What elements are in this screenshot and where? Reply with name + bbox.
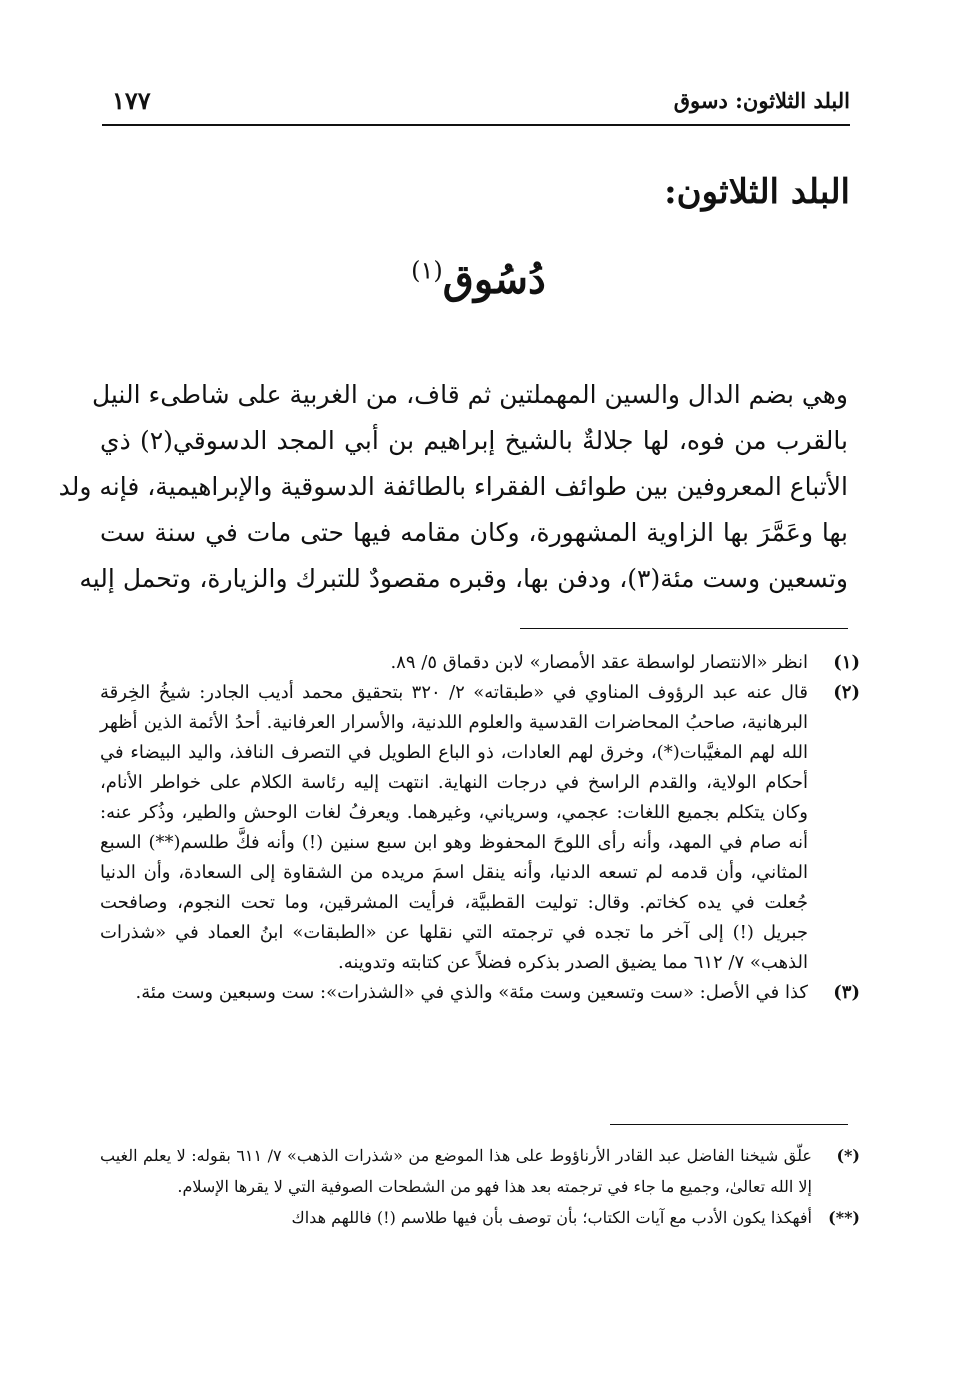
footnote-number: (٣) xyxy=(833,982,860,1003)
footnote-text: انظر «الانتصار لواسطة عقد الأمصار» لابن دقماق ٥/ ٨٩. xyxy=(390,652,808,673)
main-paragraph xyxy=(58,372,848,602)
footnote-number: (٢) xyxy=(833,682,860,703)
footnote xyxy=(100,648,860,678)
chapter-heading: البلد الثلاثون: xyxy=(664,172,850,212)
editor-notes xyxy=(100,1140,860,1233)
footnote-text: كذا في الأصل: «ست وتسعين وست مئة» والذي في «الشذرات»: ست وسبعين وست مئة. xyxy=(135,982,808,1003)
footnote xyxy=(100,978,860,1008)
paragraph-line: الأتباع المعروفين بين طوائف الفقراء بالطائفة الدسوقية والإبراهيمية، فإنه ولد xyxy=(58,472,848,501)
editor-note-mark: (**) xyxy=(828,1208,860,1227)
page-number: ١٧٧ xyxy=(112,86,151,115)
footnote-number: (١) xyxy=(833,652,860,673)
running-header xyxy=(102,84,850,126)
footnote xyxy=(100,678,860,978)
city-name: دُسُوق xyxy=(442,256,546,303)
paragraph-line: وتسعين وست مئة(٣)، ودفن بها، وقبره مقصودٌ للتبرك والزيارة، وتحمل إليه xyxy=(79,564,848,593)
paragraph-line: بها وعَمَّرَ بها الزاوية المشهورة، وكان مقامه فيها حتى مات في سنة ست xyxy=(100,518,848,547)
city-footnote-mark: (١) xyxy=(411,256,443,285)
footnote-text: قال عنه عبد الرؤوف المناوي في «طبقاته» ٢/ ٣٢٠ بتحقيق محمد أديب الجادر: شيخُ الخِرقة البرهانية، صاحبُ المحاضرات القدسية والعلوم اللدنية، والأسرار العرفانية. أحدُ الأئمة الذين أظهر الله لهم المغيَّبات(*)، وخرق لهم العادات، ذو الباع الطويل في التصرف النافذ، واليد البيضاء في أحكام الولاية، والقدم الراسخ في درجات النهاية. انتهت إليه رئاسة الكلام على خواطر الأنام، وكان يتكلم بجميع اللغات: عجمي، وسرياني، وغيرهما. ويعرفُ لغات الوحش والطير، وذُكر عنه: أنه صام في المهد، وأنه رأى اللوحَ المحفوظ وهو ابن سبع سنين (!) وأنه فكَّ طلسم(**) السبع المثاني، وأن قدمه لم تسعه الدنيا، وأنه ينقل اسمَ مريده من الشقاوة إلى السعادة، وأن الدنيا جُعلت في يده كخاتم. وقال: توليت القطبيَّة، فرأيت المشرقين، وما تحت النجوم، وصافحت جبريل (!) إلى آخر ما تجده في ترجمته التي نقلها عن «الطبقات» ابنُ العماد في «شذرات الذهب» ٧/ ٦١٢ مما يضيق الصدر بذكره فضلاً عن كتابته وتدوينه. xyxy=(100,682,808,973)
city-heading xyxy=(0,256,957,303)
editor-note xyxy=(100,1140,860,1202)
paragraph-line: بالقرب من فوه، لها جلالةٌ بالشيخ إبراهيم بن أبي المجد الدسوقي(٢) ذي xyxy=(100,426,848,455)
running-header-title: البلد الثلاثون: دسوق xyxy=(673,88,850,113)
editor-note-text: أفهكذا يكون الأدب مع آيات الكتاب؛ بأن توصف بأن فيها طلاسم (!) فاللهم هداك xyxy=(291,1208,812,1227)
subnote-separator xyxy=(610,1124,848,1125)
editor-note-text: علّق شيخنا الفاضل عبد القادر الأرناؤوط على هذا الموضع من «شذرات الذهب» ٧/ ٦١١ بقوله: لا يعلم الغيب إلا الله تعالىٰ، وجميع ما جاء في ترجمته بعد هذا فهو من الشطحات الصوفية التي لا يقرها الإسلام. xyxy=(100,1146,812,1196)
footnotes xyxy=(100,648,860,1008)
footnote-separator xyxy=(520,628,848,629)
paragraph-line: وهي بضم الدال والسين المهملتين ثم قاف، من الغربية على شاطىء النيل xyxy=(91,380,848,409)
editor-note xyxy=(100,1202,860,1233)
editor-note-mark: (*) xyxy=(836,1146,860,1165)
